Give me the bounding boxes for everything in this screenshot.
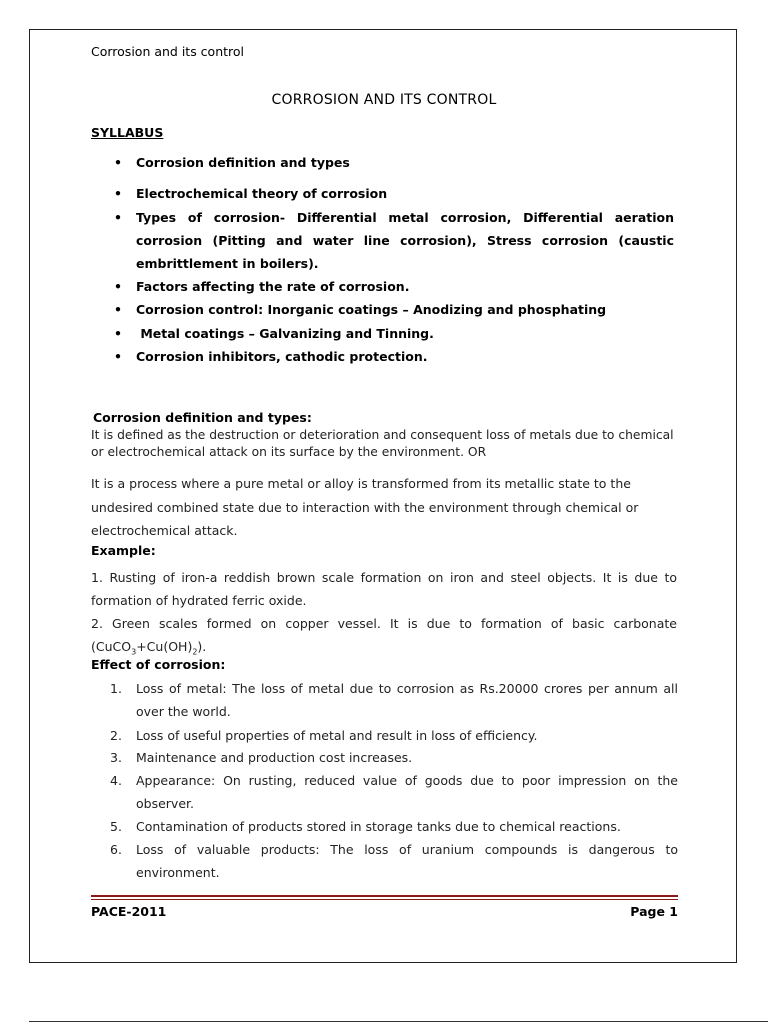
syllabus-item-text: Corrosion definition and types [136,155,350,170]
list-number: 2. [110,728,122,743]
syllabus-item-text: Corrosion control: Inorganic coatings – Anodizing and phosphating [136,302,607,317]
footer-rule [91,895,678,897]
example-item-1 [91,566,677,612]
example-item-2 [91,612,677,664]
effect-label: Effect of corrosion: [91,657,226,672]
syllabus-item [114,275,674,298]
list-number: 5. [110,819,122,834]
effect-item [110,677,678,723]
effect-item-text: Maintenance and production cost increases. [136,750,413,765]
syllabus-item [114,345,674,368]
syllabus-item [114,298,674,321]
bullet-icon: • [114,186,122,201]
effect-item-text: Appearance: On rusting, reduced value of goods due to poor impression on the observer. [136,773,678,811]
definition-text-or: It is a process where a pure metal or alloy is transformed from its metallic state to the undesired combined state due to interaction with the environment through chemical or electrochemical attack. [91,476,639,538]
effect-item-text: Loss of metal: The loss of metal due to corrosion as Rs.20000 crores per annum all over the world. [136,681,678,719]
example-line: 1. Rusting of iron-a reddish brown scale formation on iron and steel objects. It is due to [91,570,677,585]
effect-item [110,724,678,747]
definition-paragraph-1 [91,427,677,461]
running-header: Corrosion and its control [91,44,245,59]
example-label: Example: [91,543,156,558]
bullet-icon: • [114,155,122,170]
syllabus-item [114,151,674,174]
syllabus-item-text: Types of corrosion- Differential metal corrosion, Differential aeration corrosion (Pitting and water line corrosion), Stress corrosion (caustic embrittlement in boilers). [136,210,674,271]
bullet-icon: • [114,349,122,364]
effect-item [110,746,678,769]
footer-left: PACE-2011 [91,904,167,919]
syllabus-item-text: Factors affecting the rate of corrosion. [136,279,410,294]
syllabus-item-text: Corrosion inhibitors, cathodic protection. [136,349,428,364]
page-number: Page 1 [630,904,678,919]
effect-item [110,838,678,884]
effect-item [110,815,678,838]
effect-item-text: Contamination of products stored in storage tanks due to chemical reactions. [136,819,621,834]
bullet-icon: • [114,279,122,294]
list-number: 4. [110,773,122,788]
document-title: CORROSION AND ITS CONTROL [271,92,497,108]
effect-item [110,769,678,815]
syllabus-item [114,322,674,345]
definition-paragraph-2 [91,472,677,543]
list-number: 1. [110,681,122,696]
chemical-formula: $(CuCO_3+Cu(OH)_2)$. [91,639,207,657]
example-line: formation of hydrated ferric oxide. [91,593,307,608]
section-heading-definition: Corrosion definition and types: [93,410,312,425]
next-page-edge [29,1021,768,1022]
bullet-icon: • [114,302,122,317]
syllabus-item [114,206,674,275]
syllabus-item-text: Electrochemical theory of corrosion [136,186,388,201]
bullet-icon: • [114,210,122,225]
list-number: 3. [110,750,122,765]
definition-text: It is defined as the destruction or deterioration and consequent loss of metals due to chemical or electrochemical attack on its surface by the environment. OR [91,428,674,459]
example-line: 2. Green scales formed on copper vessel. It is due to formation of basic carbonate [91,616,677,631]
effect-item-text: Loss of valuable products: The loss of uranium compounds is dangerous to environment. [136,842,678,880]
bullet-icon: • [114,326,122,341]
syllabus-item [114,182,674,205]
list-number: 6. [110,842,122,857]
footer-rule-thin [91,899,678,900]
effect-item-text: Loss of useful properties of metal and result in loss of efficiency. [136,728,538,743]
syllabus-item-text: Metal coatings – Galvanizing and Tinning. [136,326,434,341]
syllabus-heading: SYLLABUS [91,125,164,140]
